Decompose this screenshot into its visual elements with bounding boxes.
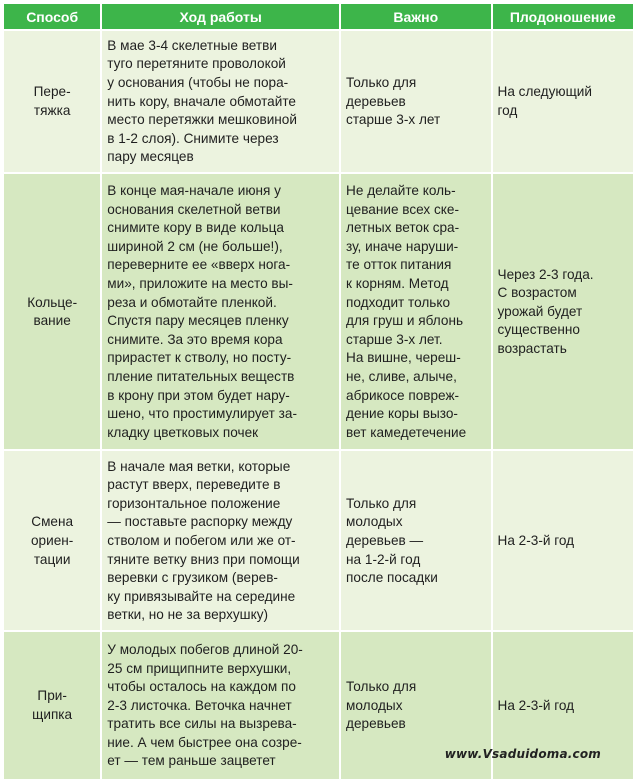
important-cell: Только для деревьев старше 3-х лет [341, 31, 490, 172]
procedure-cell: В конце мая-начале июня у основания скелетной ветви снимите кору в виде кольца шириной 2 см (не больше!), переверните ее «вверх нога- ми», приложите на место вы- реза и обмотайте пленкой. Спустя пару месяцев пленку снимите. За это время кора прирастет к стволу, но посту- пление питательных веществ в крону при этом будет нару- шено, что простимулирует за- кладку цветковых почек [102, 174, 339, 450]
important-cell: Только для молодых деревьев [341, 632, 490, 779]
table-row [4, 451, 633, 630]
method-cell: Смена ориен- тации [4, 451, 100, 630]
procedure-cell: В начале мая ветки, которые растут вверх, переведите в горизонтальное положение — поставьте распорку между стволом и побегом или же от- тяните ветку вниз при помощи веревки с грузиком (верев- ку привязывайте на середине ветки, но не за верхушку) [102, 451, 339, 630]
table-row [4, 174, 633, 450]
method-cell: Кольце- вание [4, 174, 100, 450]
header-method: Способ [4, 4, 100, 29]
site-watermark: www.Vsaduidoma.com [444, 747, 601, 761]
method-cell: При- щипка [4, 632, 100, 779]
header-procedure: Ход работы [102, 4, 339, 29]
fruiting-cell: На следующий год [493, 31, 633, 172]
important-cell: Только для молодых деревьев — на 1-2-й год после посадки [341, 451, 490, 630]
method-cell: Пере- тяжка [4, 31, 100, 172]
fruiting-cell: На 2-3-й год [493, 451, 633, 630]
table-row [4, 31, 633, 172]
header-row [4, 4, 633, 29]
pruning-methods-table [2, 2, 635, 781]
header-fruiting: Плодоношение [493, 4, 633, 29]
header-important: Важно [341, 4, 490, 29]
procedure-cell: У молодых побегов длиной 20- 25 см прищипните верхушки, чтобы осталось на каждом по 2-3 листочка. Веточка начнет тратить все силы на вызрева- ние. А чем быстрее она созре- ет — тем раньше зацветет [102, 632, 339, 779]
important-cell: Не делайте коль- цевание всех ске- летных веток сра- зу, иначе наруши- те отток питания к корням. Метод подходит только для груш и яблонь старше 3-х лет. На вишне, череш- не, сливе, алыче, абрикосе повреж- дение коры вызо- вет камедетечение [341, 174, 490, 450]
fruiting-cell: На 2-3-й год [493, 632, 633, 779]
procedure-cell: В мае 3-4 скелетные ветви туго перетяните проволокой у основания (чтобы не пора- нить кору, вначале обмотайте место перетяжки мешковиной в 1-2 слоя). Снимите через пару месяцев [102, 31, 339, 172]
fruiting-cell: Через 2-3 года. С возрастом урожай будет существенно возрастать [493, 174, 633, 450]
